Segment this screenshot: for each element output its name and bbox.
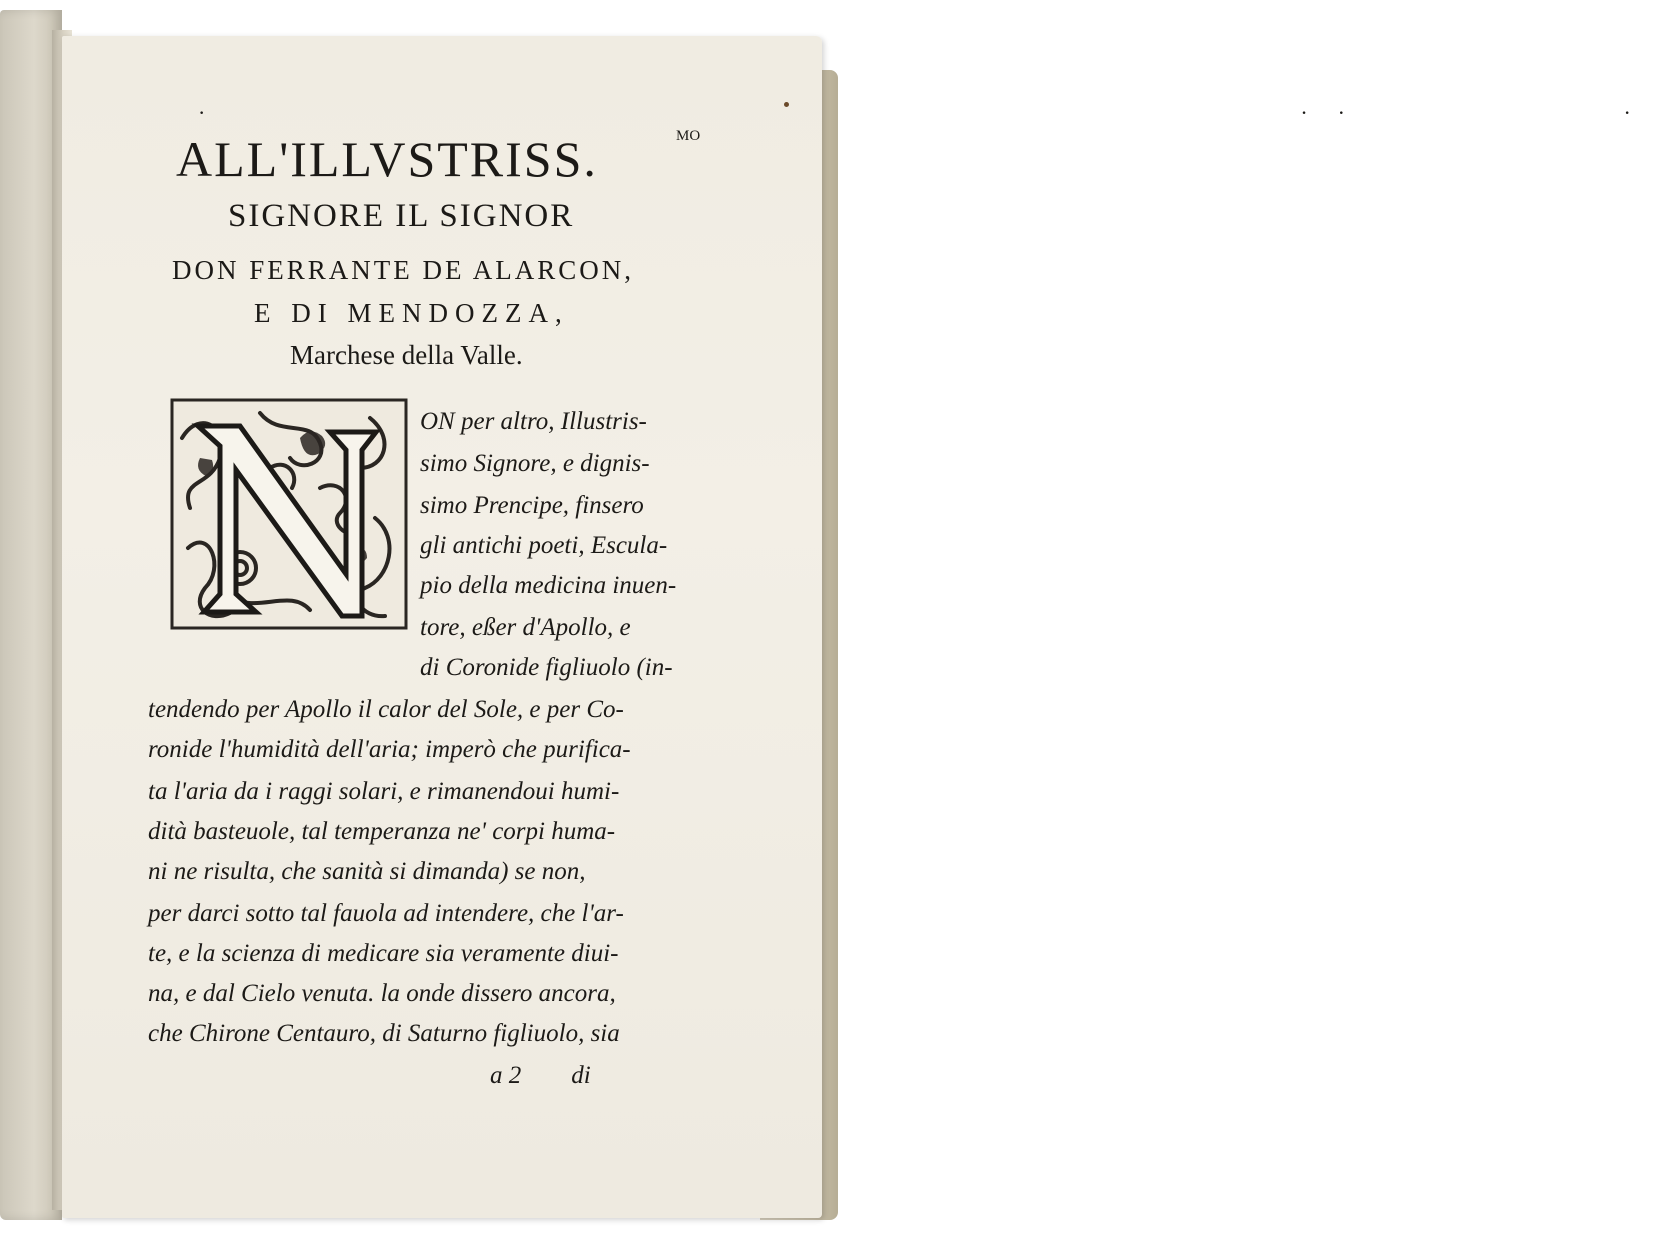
- decorated-initial: [170, 398, 408, 630]
- heading-line-4: E DI MENDOZZA,: [254, 298, 569, 328]
- signature-mark: a 2 di: [490, 1062, 591, 1089]
- heading-line-1: ALL'ILLVSTRISS.: [176, 131, 598, 187]
- heading-line-3: DON FERRANTE DE ALARCON,: [172, 255, 635, 285]
- body-line: gli antichi poeti, Escula-: [420, 532, 668, 559]
- body-line: simo Signore, e dignis-: [420, 450, 650, 477]
- body-line: simo Prencipe, finsero: [420, 492, 644, 519]
- body-line: ta l'aria da i raggi solari, e rimanendoui humi-: [148, 778, 620, 805]
- woodcut-initial-icon: [170, 398, 408, 630]
- body-line: di Coronide figliuolo (in-: [420, 654, 673, 681]
- body-line: ronide l'humidità dell'aria; imperò che purifica-: [148, 736, 631, 763]
- body-line: per darci sotto tal fauola ad intendere, che l'ar-: [148, 900, 624, 927]
- heading-line-2: SIGNORE IL SIGNOR: [228, 198, 575, 234]
- body-line: ON per altro, Illustris-: [420, 408, 647, 435]
- body-line: te, e la scienza di medicare sia veramente diui-: [148, 940, 619, 967]
- body-line: ni ne risulta, che sanità si dimanda) se non,: [148, 858, 586, 885]
- title-dots: · ·· ·: [198, 100, 1661, 125]
- heading-superscript: MO: [676, 128, 701, 144]
- body-line: pio della medicina inuen-: [420, 572, 677, 599]
- body-line: tore, eßer d'Apollo, e: [420, 614, 631, 641]
- heading-line-5: Marchese della Valle.: [290, 340, 523, 370]
- body-line: na, e dal Cielo venuta. la onde dissero ancora,: [148, 980, 616, 1007]
- body-line: dità basteuole, tal temperanza ne' corpi huma-: [148, 818, 616, 845]
- body-line: che Chirone Centauro, di Saturno figliuolo, sia: [148, 1020, 620, 1047]
- body-line: tendendo per Apollo il calor del Sole, e per Co-: [148, 696, 624, 723]
